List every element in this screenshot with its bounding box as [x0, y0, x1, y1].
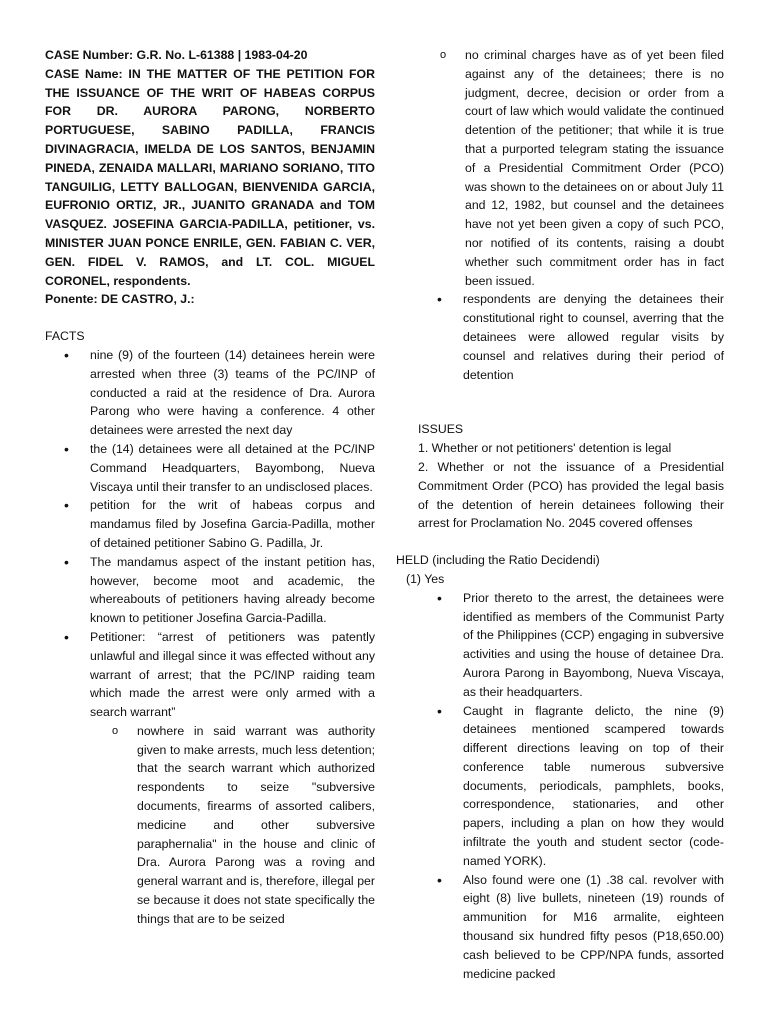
list-item: • petition for the writ of habeas corpus and mandamus filed by Josefina Garcia-Padilla, mother of detained petitioner Sabino G. Padilla, Jr.: [45, 496, 375, 552]
petitioner-sublist-continued: [418, 46, 724, 290]
list-item: • Prior thereto to the arrest, the detainees were identified as members of the Communist Party of the Philippines (CCP) engaging in subversive activities and using the house of detainee Dra. Aurora Parong in Bayombong, Nueva Viscaya, as their headquarters.: [418, 589, 724, 702]
list-item: • respondents are denying the detainees their constitutional right to counsel, averring that the detainees were allowed regular visits by counsel and relatives during their period of detention: [418, 290, 724, 384]
right-column: [396, 46, 724, 983]
facts-list: [45, 346, 375, 929]
held-heading: HELD (including the Ratio Decidendi): [396, 553, 600, 568]
issues-section: [418, 420, 724, 533]
facts-heading: FACTS: [45, 329, 85, 344]
left-column: [45, 46, 375, 929]
held-list: [396, 589, 724, 984]
list-item: • the (14) detainees were all detained at the PC/INP Command Headquarters, Bayombong, Nueva Viscaya until their transfer to an undisclosed places.: [45, 440, 375, 496]
sub-list-item: o no criminal charges have as of yet been filed against any of the detainees; there is no judgment, decree, decision or order from a court of law which would validate the continued detention of the petitioner; that while it is true that a purported telegram stating the issuance of a Presidential Commitment Order (PCO) was shown to the detainees on or about July 11 and 12, 1982, but counsel and the detainees have not yet been given a copy of such PCO, nor notified of its contents, raising a doubt whether such commitment order has in fact been issued.: [418, 46, 724, 290]
facts-section: [45, 327, 375, 929]
list-item: • Caught in flagrante delicto, the nine (9) detainees mentioned scampered towards different directions leaving on top of their conference table numerous subversive documents, periodicals, pamphlets, books, correspondence, stationaries, and other papers, including a plan on how they would infiltrate the youth and student sector (code-named YORK).: [418, 702, 724, 871]
held-answer: (1) Yes: [406, 571, 445, 586]
held-section: [396, 551, 724, 983]
issues-heading: ISSUES: [418, 422, 464, 437]
petitioner-sublist: [90, 722, 375, 929]
list-item: [45, 628, 375, 929]
issue-item: 1. Whether or not petitioners' detention is legal: [418, 441, 672, 456]
sub-list-item: o nowhere in said warrant was authority given to make arrests, much less detention; that the search warrant which authorized respondents to seize "subversive documents, firearms of assorted calibers, medicine and other subversive paraphernalia" in the house and clinic of Dra. Aurora Parong was a roving and general warrant and is, therefore, illegal per se because it does not state specifically the things that are to be seized: [90, 722, 375, 929]
ponente: Ponente: DE CASTRO, J.:: [45, 292, 195, 307]
list-item: • The mandamus aspect of the instant petition has, however, become moot and academic, the whereabouts of petitioners having already become known to petitioner Josefina Garcia-Padilla.: [45, 553, 375, 628]
issue-item: 2. Whether or not the issuance of a Presidential Commitment Order (PCO) has provided the legal basis of the detention of herein detainees following their arrest for Proclamation No. 2045 covered offenses: [418, 459, 724, 531]
case-header: [45, 46, 375, 309]
case-name: CASE Name: IN THE MATTER OF THE PETITION FOR THE ISSUANCE OF THE WRIT OF HABEAS CORPUS FOR DR. AURORA PARONG, NORBERTO PORTUGUESE, SABINO PADILLA, FRANCIS DIVINAGRACIA, IMELDA DE LOS SANTOS, BENJAMIN PINEDA, ZENAIDA MALLARI, MARIANO SORIANO, TITO TANGUILIG, LETTY BALLOGAN, BIENVENIDA GARCIA, EUFRONIO ORTIZ, JR., JUANITO GRANADA and TOM VASQUEZ. JOSEFINA GARCIA-PADILLA, petitioner, vs. MINISTER JUAN PONCE ENRILE, GEN. FABIAN C. VER, GEN. FIDEL V. RAMOS, and LT. COL. MIGUEL CORONEL, respondents.: [45, 66, 375, 288]
case-number: CASE Number: G.R. No. L-61388 | 1983-04-20: [45, 48, 308, 62]
facts-list-continued: [418, 290, 724, 384]
list-item: • Also found were one (1) .38 cal. revolver with eight (8) live bullets, nineteen (19) rounds of ammunition for M16 armalite, eighteen thousand six hundred fifty pesos (P18,650.00) cash believed to be CPP/NPA funds, assorted medicine packed: [418, 871, 724, 984]
petitioner-claim: Petitioner: “arrest of petitioners was patently unlawful and illegal since it was effected without any warrant of arrest; that the PC/INP raiding team which made the arrest were only armed with a search warrant”: [90, 629, 375, 720]
list-item: • nine (9) of the fourteen (14) detainees herein were arrested when three (3) teams of the PC/INP of conducted a raid at the residence of Dra. Aurora Parong who were having a conference. 4 other detainees were arrested the next day: [45, 346, 375, 440]
